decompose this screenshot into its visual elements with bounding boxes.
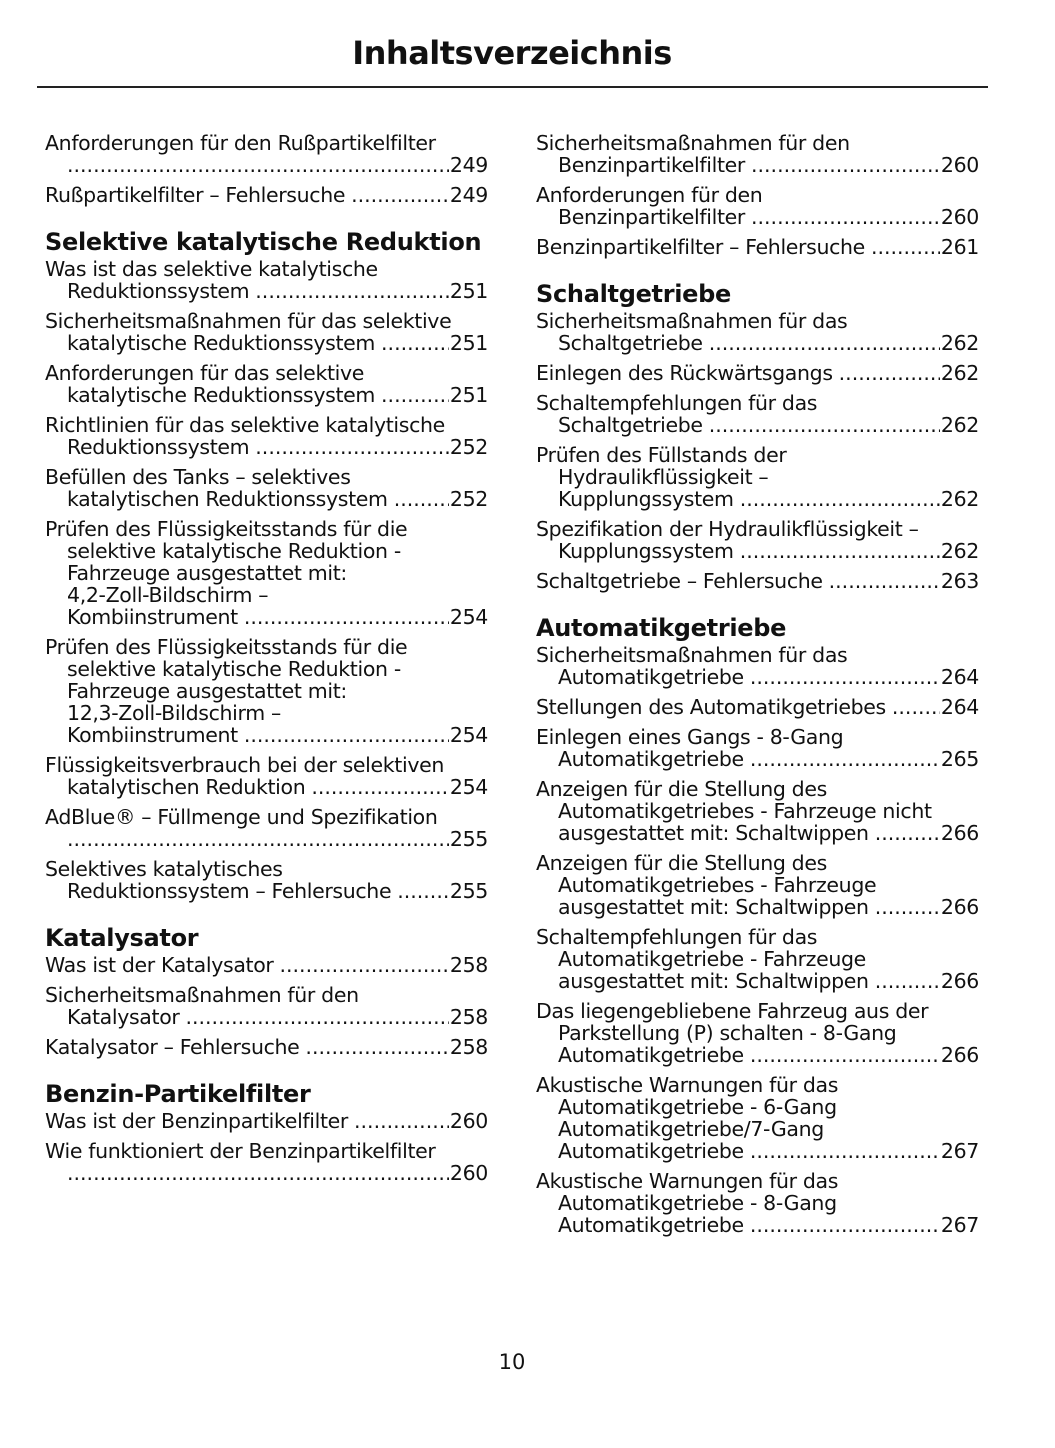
- toc-entry-line: Prüfen des Flüssigkeitsstands für die: [45, 517, 408, 541]
- toc-entry-line: Benzinpartikelfilter – Fehlersuche: [536, 235, 865, 259]
- toc-entry-line: Sicherheitsmaßnahmen für den: [45, 983, 359, 1007]
- toc-page-number: 258: [449, 953, 488, 977]
- toc-page-number: 266: [940, 1043, 979, 1067]
- dot-leader: [750, 666, 940, 688]
- dot-leader: [280, 954, 449, 976]
- toc-page-number: 267: [940, 1139, 979, 1163]
- toc-entry-line: Hydraulikflüssigkeit –: [558, 465, 769, 489]
- toc-entry-line: Einlegen des Rückwärtsgangs: [536, 361, 833, 385]
- toc-page-number: 260: [940, 205, 979, 229]
- toc-entry-line: Flüssigkeitsverbrauch bei der selektiven: [45, 753, 445, 777]
- toc-entry-line: Automatikgetriebe - 6-Gang: [558, 1095, 837, 1119]
- dot-leader: [875, 896, 940, 918]
- toc-entry-line: Automatikgetriebe: [558, 665, 744, 689]
- toc-entry-line: Akustische Warnungen für das: [536, 1169, 839, 1193]
- toc-entry[interactable]: [536, 184, 979, 228]
- dot-leader: [67, 154, 449, 176]
- toc-entry-line: Anzeigen für die Stellung des: [536, 777, 827, 801]
- toc-entry-line: katalytische Reduktionssystem: [67, 383, 376, 407]
- dot-leader: [67, 828, 449, 850]
- toc-entry-line: katalytischen Reduktionssystem: [67, 487, 388, 511]
- dot-leader: [875, 970, 940, 992]
- dot-leader: [839, 362, 940, 384]
- toc-entry-line: Rußpartikelfilter – Fehlersuche: [45, 183, 346, 207]
- toc-entry-line: Fahrzeuge ausgestattet mit:: [67, 679, 347, 703]
- toc-entry-line: Automatikgetriebes - Fahrzeuge: [558, 873, 877, 897]
- dot-leader: [311, 776, 449, 798]
- toc-entry-line: Automatikgetriebe - Fahrzeuge: [558, 947, 866, 971]
- toc-page-number: 267: [940, 1213, 979, 1237]
- toc-entry-line: Befüllen des Tanks – selektives: [45, 465, 351, 489]
- toc-entry[interactable]: [536, 444, 979, 510]
- dot-leader: [305, 1036, 448, 1058]
- toc-entry[interactable]: [45, 258, 488, 302]
- toc-entry-line: Benzinpartikelfilter: [558, 205, 745, 229]
- toc-entry[interactable]: [45, 954, 488, 976]
- toc-page-number: 263: [940, 569, 979, 593]
- dot-leader: [871, 236, 940, 258]
- toc-entry[interactable]: [536, 132, 979, 176]
- toc-page-number: 251: [449, 383, 488, 407]
- toc-entry-line: Sicherheitsmaßnahmen für das: [536, 643, 848, 667]
- dot-leader: [394, 488, 449, 510]
- toc-entry[interactable]: [536, 1170, 979, 1236]
- toc-entry-line: Kombiinstrument: [67, 723, 238, 747]
- toc-entry[interactable]: [536, 926, 979, 992]
- dot-leader: [381, 384, 449, 406]
- toc-entry-line: Wie funktioniert der Benzinpartikelfilter: [45, 1139, 436, 1163]
- toc-entry-line: Schaltgetriebe – Fehlersuche: [536, 569, 823, 593]
- toc-entry-line: Prüfen des Füllstands der: [536, 443, 787, 467]
- toc-entry-line: Schaltgetriebe: [558, 331, 703, 355]
- toc-entry-line: Parkstellung (P) schalten - 8-Gang: [558, 1021, 897, 1045]
- toc-page-number: 249: [449, 183, 488, 207]
- toc-entry-line: Anforderungen für den Rußpartikelfilter: [45, 131, 436, 155]
- section-heading-automatikgetriebe: Automatikgetriebe: [536, 614, 787, 642]
- toc-entry-line: Was ist der Katalysator: [45, 953, 274, 977]
- toc-entry-line: Richtlinien für das selektive katalytische: [45, 413, 445, 437]
- toc-entry-line: Automatikgetriebe: [558, 1139, 744, 1163]
- section-heading-katalysator: Katalysator: [45, 924, 199, 952]
- toc-entry-line: AdBlue® – Füllmenge und Spezifikation: [45, 805, 438, 829]
- toc-entry[interactable]: [536, 1074, 979, 1162]
- dot-leader: [244, 724, 449, 746]
- dot-leader: [750, 1214, 940, 1236]
- toc-page-number: 260: [940, 153, 979, 177]
- toc-entry[interactable]: [536, 570, 979, 592]
- dot-leader: [892, 696, 940, 718]
- toc-page-number: 254: [449, 775, 488, 799]
- toc-entry[interactable]: [45, 184, 488, 206]
- toc-right-column: [536, 132, 979, 1244]
- toc-entry[interactable]: [45, 1110, 488, 1132]
- toc-entry-line: Akustische Warnungen für das: [536, 1073, 839, 1097]
- toc-page-number: 261: [940, 235, 979, 259]
- toc-entry-line: Sicherheitsmaßnahmen für das: [536, 309, 848, 333]
- toc-entry[interactable]: [45, 1036, 488, 1058]
- toc-page-number: 258: [449, 1005, 488, 1029]
- toc-page-number: 252: [449, 435, 488, 459]
- dot-leader: [750, 1044, 940, 1066]
- toc-left-column: [45, 132, 488, 1192]
- toc-entry[interactable]: [536, 1000, 979, 1066]
- toc-entry[interactable]: [536, 362, 979, 384]
- toc-entry-line: Reduktionssystem: [67, 279, 250, 303]
- toc-page-number: 264: [940, 695, 979, 719]
- toc-entry[interactable]: [536, 518, 979, 562]
- dot-leader: [255, 280, 449, 302]
- dot-leader: [67, 1162, 449, 1184]
- toc-page-number: 258: [449, 1035, 488, 1059]
- dot-leader: [244, 606, 449, 628]
- dot-leader: [351, 184, 449, 206]
- toc-entry-line: selektive katalytische Reduktion -: [67, 657, 401, 681]
- toc-entry-line: Sicherheitsmaßnahmen für das selektive: [45, 309, 452, 333]
- toc-page-number: 265: [940, 747, 979, 771]
- toc-page-number: 262: [940, 331, 979, 355]
- dot-leader: [740, 488, 940, 510]
- toc-entry[interactable]: [45, 636, 488, 746]
- toc-entry-line: Sicherheitsmaßnahmen für den: [536, 131, 850, 155]
- dot-leader: [185, 1006, 448, 1028]
- toc-entry[interactable]: [45, 754, 488, 798]
- toc-page-number: 264: [940, 665, 979, 689]
- toc-entry[interactable]: [45, 984, 488, 1028]
- toc-entry[interactable]: [536, 852, 979, 918]
- toc-entry[interactable]: [45, 362, 488, 406]
- toc-entry-line: Automatikgetriebe/7-Gang: [558, 1117, 824, 1141]
- toc-entry-line: katalytischen Reduktion: [67, 775, 306, 799]
- toc-entry[interactable]: [45, 858, 488, 902]
- toc-entry[interactable]: [45, 466, 488, 510]
- toc-entry-line: Einlegen eines Gangs - 8-Gang: [536, 725, 844, 749]
- toc-entry-line: ausgestattet mit: Schaltwippen: [558, 821, 869, 845]
- toc-entry[interactable]: [536, 726, 979, 770]
- dot-leader: [709, 332, 940, 354]
- toc-entry-line: Kupplungssystem: [558, 539, 734, 563]
- dot-leader: [750, 1140, 940, 1162]
- toc-entry[interactable]: [536, 778, 979, 844]
- toc-entry-line: Katalysator: [67, 1005, 180, 1029]
- toc-entry-line: Was ist der Benzinpartikelfilter: [45, 1109, 349, 1133]
- dot-leader: [751, 154, 940, 176]
- toc-entry-line: ausgestattet mit: Schaltwippen: [558, 895, 869, 919]
- toc-page-number: 260: [449, 1161, 488, 1185]
- page-title: Inhaltsverzeichnis: [352, 34, 672, 72]
- toc-page-number: 262: [940, 539, 979, 563]
- toc-entry-line: Benzinpartikelfilter: [558, 153, 745, 177]
- toc-entry[interactable]: [45, 310, 488, 354]
- dot-leader: [829, 570, 940, 592]
- toc-entry-line: Selektives katalytisches: [45, 857, 283, 881]
- toc-page-number: 260: [449, 1109, 488, 1133]
- toc-page-number: 262: [940, 487, 979, 511]
- toc-page-number: 252: [449, 487, 488, 511]
- dot-leader: [751, 206, 940, 228]
- toc-page-number: 255: [449, 827, 488, 851]
- toc-entry-line: Was ist das selektive katalytische: [45, 257, 378, 281]
- toc-entry-line: selektive katalytische Reduktion -: [67, 539, 401, 563]
- title-divider: [37, 86, 988, 88]
- toc-entry-line: 4,2-Zoll-Bildschirm –: [67, 583, 269, 607]
- toc-entry-line: katalytische Reduktionssystem: [67, 331, 376, 355]
- toc-entry-line: Automatikgetriebe - 8-Gang: [558, 1191, 837, 1215]
- toc-entry-line: Reduktionssystem – Fehlersuche: [67, 879, 392, 903]
- page-number: 10: [498, 1350, 526, 1374]
- toc-entry[interactable]: [45, 414, 488, 458]
- toc-entry[interactable]: [536, 236, 979, 258]
- section-heading-schaltgetriebe: Schaltgetriebe: [536, 280, 732, 308]
- toc-entry[interactable]: [536, 392, 979, 436]
- toc-page-number: 262: [940, 413, 979, 437]
- toc-entry-line: Reduktionssystem: [67, 435, 250, 459]
- toc-page-number: 262: [940, 361, 979, 385]
- toc-entry[interactable]: [536, 310, 979, 354]
- toc-entry-line: Automatikgetriebe: [558, 1213, 744, 1237]
- toc-page-number: 266: [940, 969, 979, 993]
- toc-page-number: 251: [449, 331, 488, 355]
- toc-entry[interactable]: [45, 1140, 488, 1184]
- section-heading-selektive-katalytische-reduktion: Selektive katalytische Reduktion: [45, 228, 482, 256]
- section-heading-benzin-partikelfilter: Benzin-Partikelfilter: [45, 1080, 311, 1108]
- toc-entry-line: Prüfen des Flüssigkeitsstands für die: [45, 635, 408, 659]
- toc-entry-line: Anzeigen für die Stellung des: [536, 851, 827, 875]
- dot-leader: [750, 748, 940, 770]
- toc-page-number: 251: [449, 279, 488, 303]
- dot-leader: [740, 540, 940, 562]
- toc-entry-line: Anforderungen für das selektive: [45, 361, 365, 385]
- toc-page-number: 266: [940, 895, 979, 919]
- toc-entry-line: Schaltempfehlungen für das: [536, 391, 818, 415]
- toc-entry-line: Automatikgetriebes - Fahrzeuge nicht: [558, 799, 932, 823]
- toc-entry-line: Das liegengebliebene Fahrzeug aus der: [536, 999, 929, 1023]
- toc-entry[interactable]: [45, 806, 488, 850]
- toc-entry-line: Stellungen des Automatikgetriebes: [536, 695, 886, 719]
- dot-leader: [381, 332, 449, 354]
- toc-entry-line: Schaltgetriebe: [558, 413, 703, 437]
- toc-entry-line: Fahrzeuge ausgestattet mit:: [67, 561, 347, 585]
- toc-entry-line: ausgestattet mit: Schaltwippen: [558, 969, 869, 993]
- toc-entry[interactable]: [536, 696, 979, 718]
- toc-entry-line: Kombiinstrument: [67, 605, 238, 629]
- toc-entry[interactable]: [45, 132, 488, 176]
- toc-entry-line: Spezifikation der Hydraulikflüssigkeit –: [536, 517, 919, 541]
- dot-leader: [875, 822, 940, 844]
- toc-entry[interactable]: [45, 518, 488, 628]
- toc-page-number: 249: [449, 153, 488, 177]
- toc-page-number: 254: [449, 723, 488, 747]
- toc-entry-line: Katalysator – Fehlersuche: [45, 1035, 300, 1059]
- toc-page-number: 266: [940, 821, 979, 845]
- toc-entry-line: Anforderungen für den: [536, 183, 763, 207]
- toc-entry-line: 12,3-Zoll-Bildschirm –: [67, 701, 281, 725]
- toc-entry[interactable]: [536, 644, 979, 688]
- dot-leader: [354, 1110, 449, 1132]
- dot-leader: [255, 436, 449, 458]
- toc-entry-line: Schaltempfehlungen für das: [536, 925, 818, 949]
- toc-entry-line: Automatikgetriebe: [558, 747, 744, 771]
- dot-leader: [397, 880, 449, 902]
- toc-page-number: 254: [449, 605, 488, 629]
- dot-leader: [709, 414, 940, 436]
- toc-page-number: 255: [449, 879, 488, 903]
- toc-entry-line: Kupplungssystem: [558, 487, 734, 511]
- toc-entry-line: Automatikgetriebe: [558, 1043, 744, 1067]
